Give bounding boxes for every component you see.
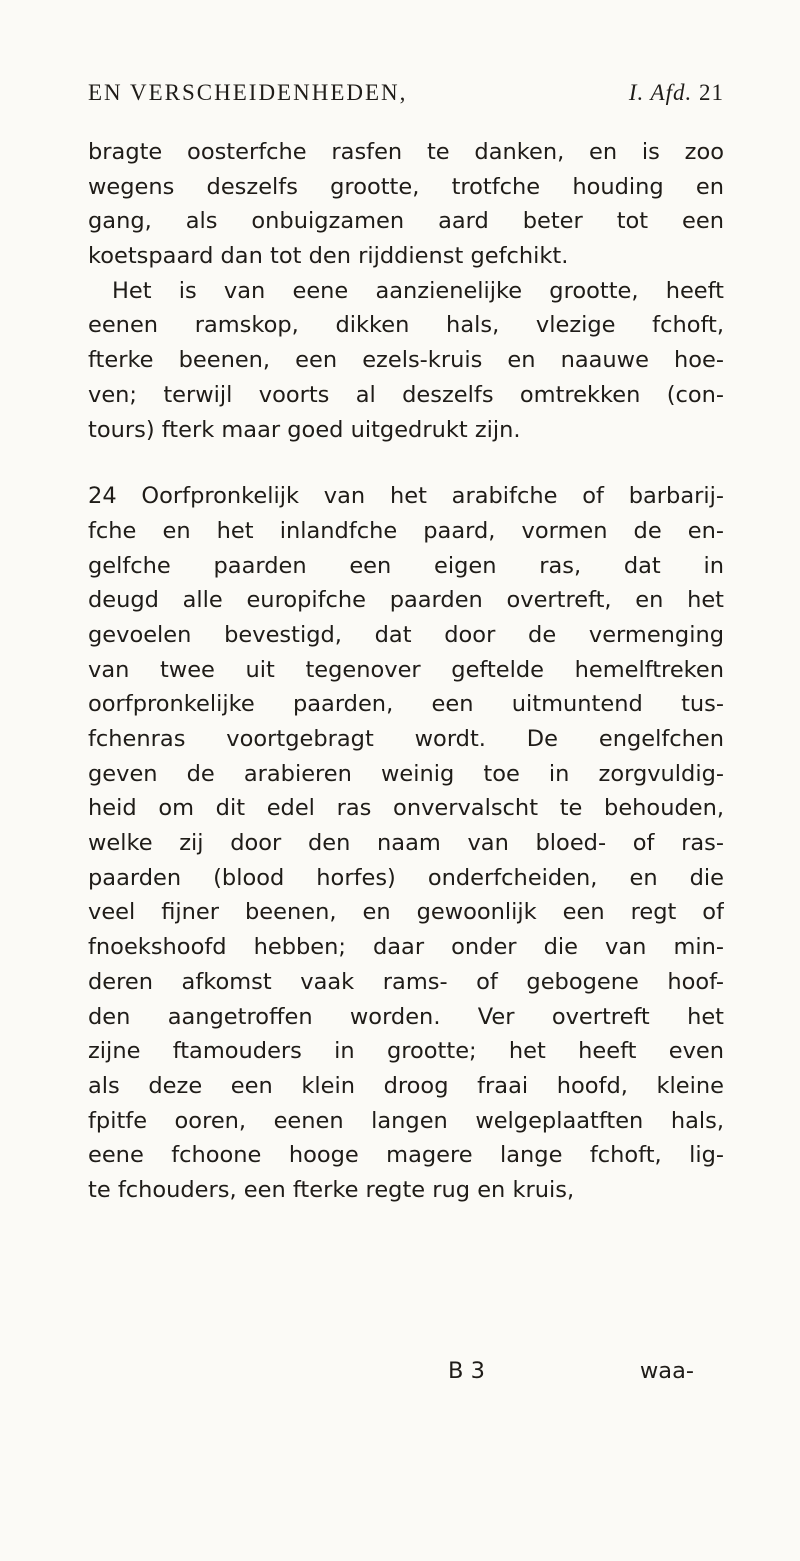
text-line: geven de arabieren weinig toe in zorgvuldig- [88,760,724,787]
text-line: als deze een klein droog fraai hoofd, kleine [88,1072,724,1099]
text-line: deren afkomst vaak rams- of gebogene hoof- [88,968,724,995]
text-line: koetspaard dan tot den rijddienst gefchikt. [88,243,569,270]
text-line: 24 Oorfpronkelijk van het arabifche of barbarij- [88,483,724,510]
text-line: bragte oosterfche rasfen te danken, en is zoo [88,139,724,165]
text-line: eenen ramskop, dikken hals, vlezige fchoft, [88,312,724,339]
text-line: ven; terwijl voorts al deszelfs omtrekken (con- [88,381,724,408]
text-line: fchenras voortgebragt wordt. De engelfchen [88,726,724,752]
running-title: EN VERSCHEIDENHEDEN, [88,80,408,105]
text-line: fnoekshoofd hebben; daar onder die van min- [88,934,724,961]
text-line: deugd alle europifche paarden overtreft, en het [88,587,724,614]
text-line: fterke beenen, een ezels-kruis en naauwe hoe- [88,347,724,374]
catchword: waa- [639,1358,694,1384]
text-line: van twee uit tegenover geftelde hemelftreken [88,656,724,683]
text-line: den aangetroffen worden. Ver overtreft het [88,1003,724,1030]
text-line: fche en het inlandfche paard, vormen de en- [88,517,724,544]
paragraph [88,479,724,1207]
paragraph [88,274,724,447]
section-label: I. Afd. [628,80,693,105]
running-header [88,80,724,114]
page-footer [88,1358,724,1392]
header-right [629,80,724,106]
text-line: heid om dit edel ras onvervalscht te behouden, [88,795,724,822]
text-line: eene fchoone hooge magere lange fchoft, lig- [88,1142,724,1169]
text-line: tours) fterk maar goed uitgedrukt zijn. [88,416,521,443]
page-number: 21 [699,80,724,105]
text-line: gang, als onbuigzamen aard beter tot een [88,208,724,235]
text-line: zijne ftamouders in grootte; het heeft even [88,1038,724,1065]
text-line: fpitfe ooren, eenen langen welgeplaatften hals, [88,1107,724,1134]
signature-mark: B 3 [448,1358,485,1384]
text-line: oorfpronkelijke paarden, een uitmuntend tus- [88,691,724,718]
paragraph [88,135,724,274]
text-line: te fchouders, een fterke regte rug en kruis, [88,1176,575,1203]
text-line: gelfche paarden een eigen ras, dat in [88,552,724,579]
text-line: veel fijner beenen, en gewoonlijk een regt of [88,899,724,926]
page-body [88,135,724,1208]
text-line: gevoelen bevestigd, dat door de vermenging [88,621,724,648]
paragraph-gap [88,447,724,479]
text-line: Het is van eene aanzienelijke grootte, heeft [112,277,724,304]
text-line: wegens deszelfs grootte, trotfche houding en [88,173,724,200]
text-line: welke zij door den naam van bloed- of ras- [88,830,724,857]
text-line: paarden (blood horfes) onderfcheiden, en die [88,864,724,891]
